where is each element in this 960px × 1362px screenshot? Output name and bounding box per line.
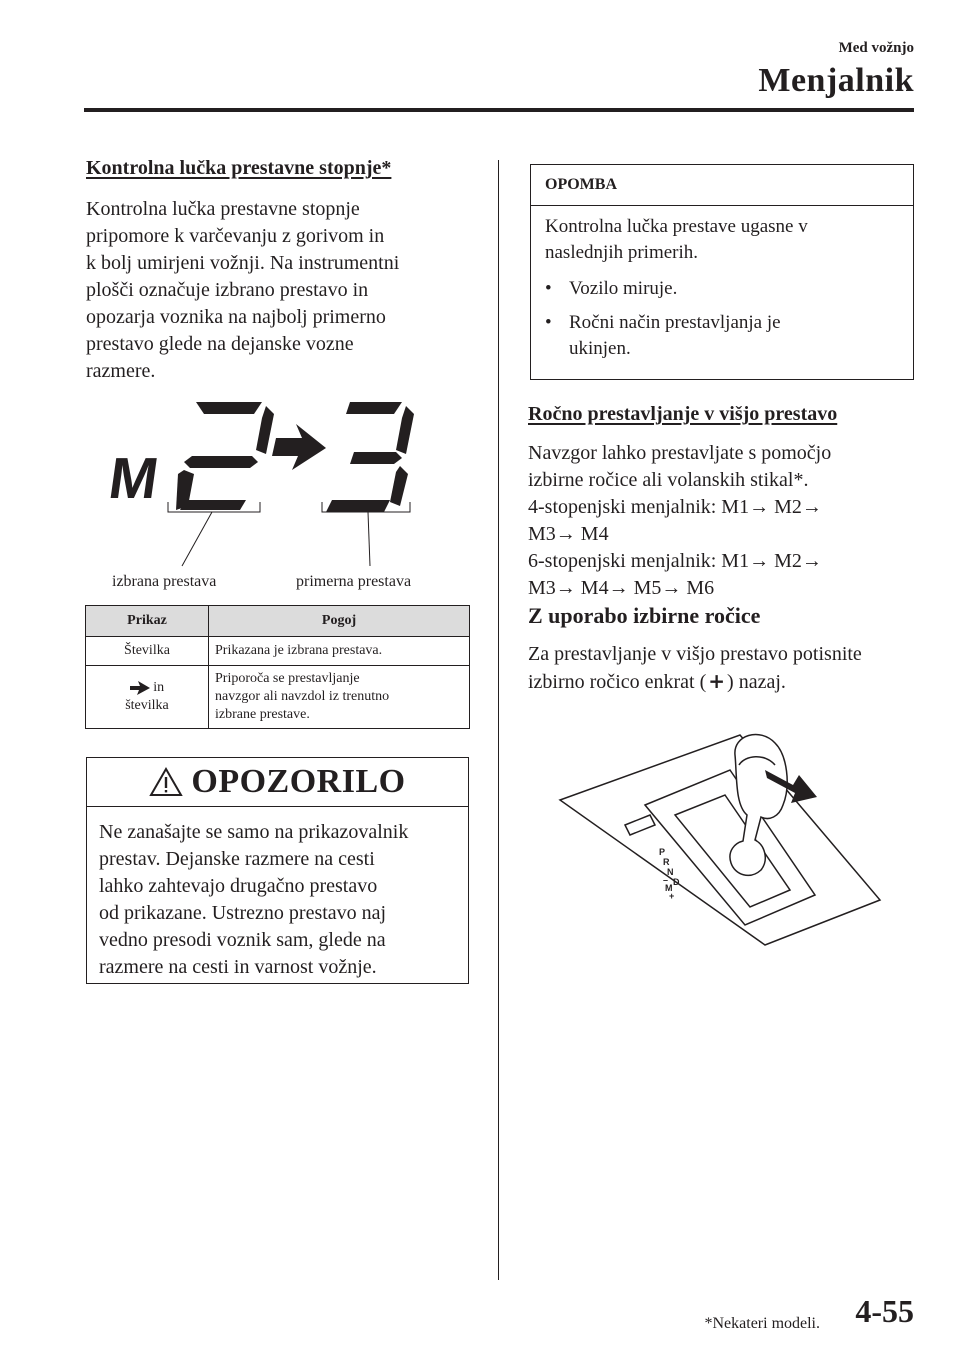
gate-label-plus: +	[669, 891, 675, 901]
warning-line: vedno presodi voznik sam, glede na	[99, 929, 386, 951]
arrow-glyph: →	[801, 550, 822, 572]
arrow-glyph: →	[608, 577, 629, 599]
paragraph-line: Navzgor lahko prestavljate s pomočjo	[528, 442, 832, 464]
note-bullet	[545, 310, 899, 362]
table-cell	[86, 666, 209, 729]
gate-label-m: M	[665, 883, 673, 893]
arrow-glyph: →	[555, 577, 576, 599]
leader-line-left	[182, 512, 212, 566]
selected-gear-digit	[176, 402, 274, 510]
bullet-icon: •	[545, 278, 552, 299]
sequence-6-speed	[528, 548, 928, 575]
gear-indicator-heading: Kontrolna lučka prestavne stopnje*	[86, 157, 392, 179]
warning-line: od prikazane. Ustrezno prestavo naj	[99, 902, 387, 924]
bullet-icon: •	[545, 312, 552, 333]
table-header-display: Prikaz	[86, 606, 209, 637]
sequence-text: 6-stopenjski menjalnik: M1	[528, 550, 750, 572]
warning-line: prestav. Dejanske razmere na cesti	[99, 848, 375, 870]
paragraph-text: ) nazaj.	[727, 671, 786, 693]
gear-indicator-paragraph	[86, 196, 486, 385]
warning-triangle-icon	[149, 767, 183, 797]
recommended-gear-digit	[326, 402, 414, 512]
note-bullet	[545, 276, 899, 302]
table-text: izbrane prestave.	[215, 707, 310, 722]
sequence-text: M3	[528, 523, 556, 545]
arrow-icon	[130, 680, 150, 696]
arrow-glyph: →	[555, 523, 576, 545]
table-cell	[209, 666, 470, 729]
arrow-glyph: →	[749, 550, 770, 572]
paragraph-line: plošči označuje izbrano prestavo in	[86, 279, 369, 301]
plus-icon: +	[708, 669, 726, 693]
note-line: Kontrolna lučka prestave ugasne v	[545, 216, 808, 237]
upshift-heading: Ročno prestavljanje v višjo prestavo	[528, 403, 838, 425]
table-cell: Prikazana je izbrana prestava.	[209, 637, 470, 666]
paragraph-line: prestavo glede na dejanske vozne	[86, 333, 354, 355]
arrow-glyph: →	[801, 496, 822, 518]
table-text: Priporoča se prestavljanje	[215, 671, 360, 686]
note-box	[530, 164, 914, 380]
selector-lever	[730, 734, 787, 875]
sequence-4-speed	[528, 494, 928, 521]
note-body	[531, 206, 913, 362]
chapter-title: Menjalnik	[758, 62, 914, 99]
gate-label-r: R	[663, 857, 670, 867]
header-rule	[84, 108, 914, 112]
arrow-glyph: →	[749, 496, 770, 518]
warning-line: lahko zahtevajo drugačno prestavo	[99, 875, 378, 897]
paragraph-line: Kontrolna lučka prestavne stopnje	[86, 198, 360, 220]
table-row	[86, 637, 470, 666]
console-outline	[560, 735, 880, 945]
recommendation-arrow-icon	[272, 424, 326, 470]
table-header-condition: Pogoj	[209, 606, 470, 637]
indicator-window	[625, 815, 655, 835]
paragraph-line: razmere.	[86, 360, 156, 382]
section-title: Med vožnjo	[838, 40, 914, 56]
gate-label-n: N	[667, 867, 674, 877]
table-cell: Številka	[86, 637, 209, 666]
sequence-4-speed-cont	[528, 521, 928, 548]
manual-mode-letter: M	[105, 446, 163, 511]
label-recommended-gear: primerna prestava	[296, 573, 412, 590]
footnote: *Nekateri modeli.	[704, 1315, 820, 1332]
paragraph-line: Za prestavljanje v višjo prestavo potisnite	[528, 643, 862, 665]
leader-line-right	[368, 512, 370, 566]
table-text: navzgor ali navzdol iz trenutno	[215, 689, 390, 704]
warning-header	[87, 758, 468, 807]
note-bullet-text: Ročni način prestavljanja je	[569, 312, 781, 333]
note-line: naslednjih primerih.	[545, 242, 699, 263]
selector-paragraph	[528, 641, 928, 696]
warning-line: razmere na cesti in varnost vožnje.	[99, 956, 377, 978]
label-selected-gear: izbrana prestava	[112, 573, 217, 590]
paragraph-text: izbirno ročico enkrat (	[528, 671, 707, 693]
table-text: številka	[125, 698, 169, 713]
upshift-paragraph	[528, 440, 928, 602]
paragraph-line: izbirne ročice ali volanskih stikal*.	[528, 469, 809, 491]
warning-title: OPOZORILO	[191, 763, 406, 800]
gear-selector-illustration	[555, 725, 885, 955]
gate-label-d: D	[673, 877, 680, 887]
paragraph-line: pripomore k varčevanju z gorivom in	[86, 225, 385, 247]
sequence-text: M2	[769, 550, 802, 572]
sequence-text: M6	[681, 577, 715, 599]
table-text: in	[153, 680, 165, 695]
table-row	[86, 666, 470, 729]
paragraph-line	[528, 668, 928, 696]
indicator-table	[85, 605, 470, 729]
sequence-text: M5	[628, 577, 662, 599]
paragraph-line: k bolj umirjeni vožnji. Na instrumentni	[86, 252, 400, 274]
paragraph-line: opozarja voznika na najbolj primerno	[86, 306, 386, 328]
note-bullet-text: ukinjen.	[569, 338, 631, 359]
sequence-text: M4	[575, 523, 609, 545]
sequence-text: M4	[575, 577, 609, 599]
warning-body	[87, 807, 468, 981]
gear-indicator-figure	[100, 390, 470, 600]
sequence-text: M2	[769, 496, 802, 518]
column-divider	[498, 160, 499, 1280]
sequence-text: M3	[528, 577, 556, 599]
warning-box	[86, 757, 469, 984]
note-title: OPOMBA	[531, 165, 913, 206]
page-number: 4-55	[855, 1293, 914, 1329]
note-bullet-text: Vozilo miruje.	[569, 278, 678, 299]
warning-line: Ne zanašajte se samo na prikazovalnik	[99, 821, 409, 843]
gate-label-minus: –	[663, 875, 669, 885]
sequence-6-speed-cont	[528, 575, 928, 602]
sequence-text: 4-stopenjski menjalnik: M1	[528, 496, 750, 518]
selector-subheading: Z uporabo izbirne ročice	[528, 603, 761, 628]
gate-label-p: P	[659, 847, 666, 857]
arrow-glyph: →	[661, 577, 682, 599]
